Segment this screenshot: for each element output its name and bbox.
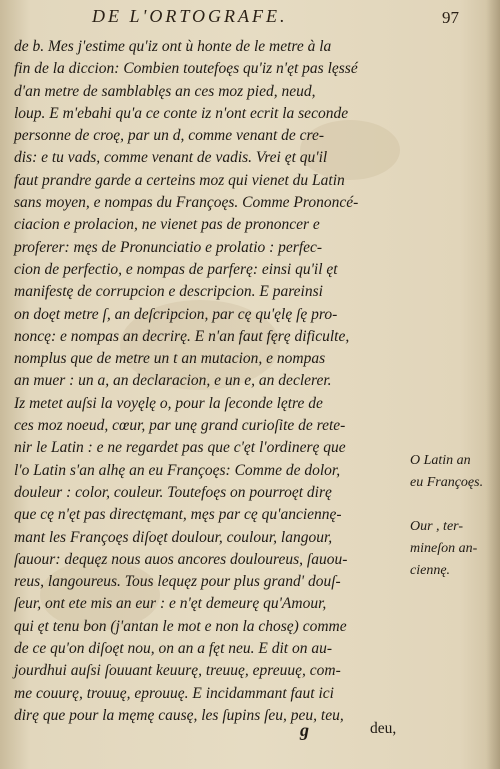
text-line: dis: e tu vads, comme venant de vadis. Vrei ęt qu'il bbox=[14, 149, 328, 167]
body-text bbox=[14, 36, 406, 727]
text-line: an muer : un a, an declaracion, e un e, an declerer. bbox=[14, 372, 332, 390]
text-line: l'o Latin s'an alhę an eu Françoęs: Comme de dolor, bbox=[14, 461, 341, 479]
margin-note bbox=[410, 450, 498, 494]
text-line: Iz metet auſsi la voyęlę o, pour la ſeconde lętre de bbox=[14, 394, 323, 412]
page-header bbox=[0, 4, 500, 32]
margin-note-line: mineſon an- bbox=[410, 541, 478, 556]
catchword: deu, bbox=[370, 720, 397, 737]
page-number: 97 bbox=[442, 8, 459, 27]
text-line: de b. Mes j'estime qu'iz ont ù honte de le metre à la bbox=[14, 38, 332, 55]
text-line: manifestę de corrupcion e descripcion. E pareinsi bbox=[14, 283, 323, 301]
margin-note-line: O Latin an bbox=[410, 453, 471, 468]
text-line: on doęt metre ſ, an deſcripcion, par cę qu'ęlę ſę pro- bbox=[14, 305, 338, 323]
text-line: nomplus que de metre un t an mutacion, e nompas bbox=[14, 350, 326, 368]
running-head: DE L'ORTOGRAFE. bbox=[92, 6, 288, 26]
text-line: ſauour: dequęz nous auos ancores douloureus, ſauou- bbox=[14, 550, 348, 568]
margin-note-line: Our , ter- bbox=[410, 519, 463, 534]
text-line: que cę n'ęt pas directęmant, męs par cę qu'anciennę- bbox=[14, 506, 342, 524]
text-line: d'an metre de samblablęs an ces moz pied, neud, bbox=[14, 82, 316, 100]
text-line: jourdhui auſsi ſouuant keuurę, treuuę, epreuuę, com- bbox=[14, 662, 341, 680]
text-line: ſeur, ont ete mis an eur : e n'ęt demeurę qu'Amour, bbox=[14, 595, 327, 613]
text-line: de ce qu'on diſoęt nou, on an a fęt neu. E dit on au- bbox=[14, 640, 332, 658]
text-line: me couurę, trouuę, eprouuę. E incidammant faut ici bbox=[14, 684, 334, 702]
text-line: reus, langoureus. Tous lequęz pour plus grand' douſ- bbox=[14, 573, 341, 591]
text-line: loup. E m'ebahi qu'a ce conte iz n'ont ecrit la seconde bbox=[14, 104, 349, 122]
text-line: noncę: e nompas an decrirę. E n'an faut fęrę dificulte, bbox=[14, 327, 350, 345]
margin-note bbox=[410, 516, 498, 582]
text-line: fin de la diccion: Combien toutefoęs qu'iz n'ęt pas lęssé bbox=[14, 60, 358, 78]
margin-notes bbox=[410, 450, 498, 604]
page-edge-shadow bbox=[486, 0, 500, 769]
text-line: cion de perfectio, e nompas de parferę: einsi qu'il ęt bbox=[14, 260, 338, 278]
text-line: nir le Latin : e ne regardet pas que c'ęt l'ordinerę que bbox=[14, 439, 346, 457]
text-line: sans moyen, e nompas du Françoęs. Comme Prononcé- bbox=[14, 194, 359, 212]
text-line: dirę que pour la męmę causę, les ſupins ſeu, peu, teu, bbox=[14, 706, 344, 724]
text-line: ciacion e prolacion, ne vienet pas de prononcer e bbox=[14, 216, 320, 234]
text-line: proferer: męs de Pronunciatio e prolatio : perfec- bbox=[14, 238, 323, 256]
text-line: douleur : color, couleur. Toutefoęs on pourroęt dirę bbox=[14, 483, 332, 501]
text-line: qui ęt tenu bon (j'antan le mot e non la chosę) comme bbox=[14, 617, 347, 635]
text-line: faut prandre garde a certeins moz qui vienet du Latin bbox=[14, 171, 345, 189]
text-line: personne de croę, par un d, comme venant de cre- bbox=[14, 127, 325, 145]
text-line: ces moz noeud, cœur, par unę grand curioſite de rete- bbox=[14, 417, 346, 435]
signature-mark: g bbox=[300, 720, 309, 740]
text-line: mant les Françoęs diſoęt doulour, coulour, langour, bbox=[14, 528, 333, 546]
margin-note-line: eu Françoęs. bbox=[410, 475, 484, 490]
margin-note-line: ciennę. bbox=[410, 563, 451, 578]
